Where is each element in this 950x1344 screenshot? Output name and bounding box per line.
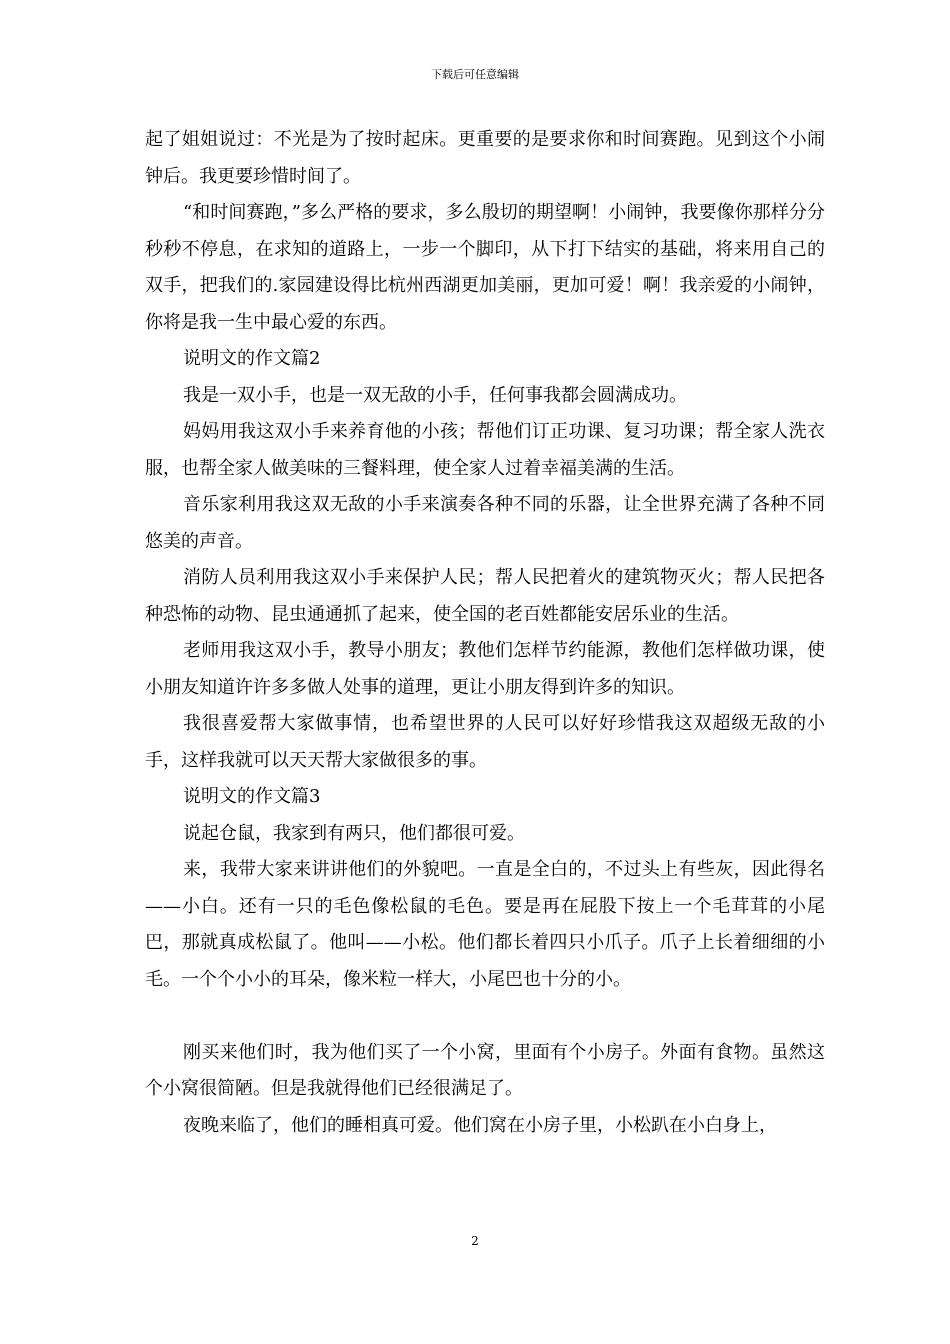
paragraph: 老师用我这双小手，教导小朋友；教他们怎样节约能源，教他们怎样做功课，使小朋友知道许许多多做人处事的道理，更让小朋友得到许多的知识。 [145, 640, 825, 698]
blank-line [145, 998, 825, 1035]
paragraph: 我是一双小手，也是一双无敌的小手，任何事我都会圆满成功。 [183, 384, 687, 406]
paragraph: 说起仓鼠，我家到有两只，他们都很可爱。 [183, 822, 525, 844]
paragraph: “和时间赛跑，”多么严格的要求，多么殷切的期望啊！小闹钟，我要像你那样分分秒秒不停息，在求知的道路上，一步一个脚印，从下打下结实的基础，将来用自己的双手，把我们的.家园建设得比杭州西湖更加美丽，更加可爱！啊！我亲爱的小闹钟，你将是我一生中最心爱的东西。 [145, 202, 825, 333]
paragraph: 消防人员利用我这双小手来保护人民；帮人民把着火的建筑物灭火；帮人民把各种恐怖的动物、昆虫通通抓了起来，使全国的老百姓都能安居乐业的生活。 [145, 567, 825, 625]
document-body [145, 122, 825, 1144]
paragraph: 刚买来他们时，我为他们买了一个小窝，里面有个小房子。外面有食物。虽然这个小窝很简陋。但是我就得他们已经很满足了。 [145, 1041, 825, 1099]
paragraph: 夜晚来临了，他们的睡相真可爱。他们窝在小房子里，小松趴在小白身上， [183, 1114, 777, 1136]
page-header: 下载后可任意编辑 [431, 68, 519, 81]
section-heading: 说明文的作文篇3 [183, 786, 321, 807]
page-number: 2 [471, 1234, 479, 1248]
paragraph: 来，我带大家来讲讲他们的外貌吧。一直是全白的，不过头上有些灰，因此得名——小白。还有一只的毛色像松鼠的毛色。要是再在屁股下按上一个毛茸茸的小尾巴，那就真成松鼠了。他叫——小松。他们都长着四只小爪子。爪子上长着细细的小毛。一个个小小的耳朵，像米粒一样大，小尾巴也十分的小。 [145, 859, 825, 990]
paragraph: 音乐家利用我这双无敌的小手来演奏各种不同的乐器，让全世界充满了各种不同悠美的声音。 [145, 494, 825, 552]
paragraph: 妈妈用我这双小手来养育他的小孩；帮他们订正功课、复习功课；帮全家人洗衣服，也帮全家人做美味的三餐料理，使全家人过着幸福美满的生活。 [145, 421, 825, 479]
paragraph: 我很喜爱帮大家做事情，也希望世界的人民可以好好珍惜我这双超级无敌的小手，这样我就可以天天帮大家做很多的事。 [145, 713, 825, 771]
section-heading: 说明文的作文篇2 [183, 348, 321, 369]
paragraph: 起了姐姐说过：不光是为了按时起床。更重要的是要求你和时间赛跑。见到这个小闹钟后。我更要珍惜时间了。 [145, 129, 825, 187]
